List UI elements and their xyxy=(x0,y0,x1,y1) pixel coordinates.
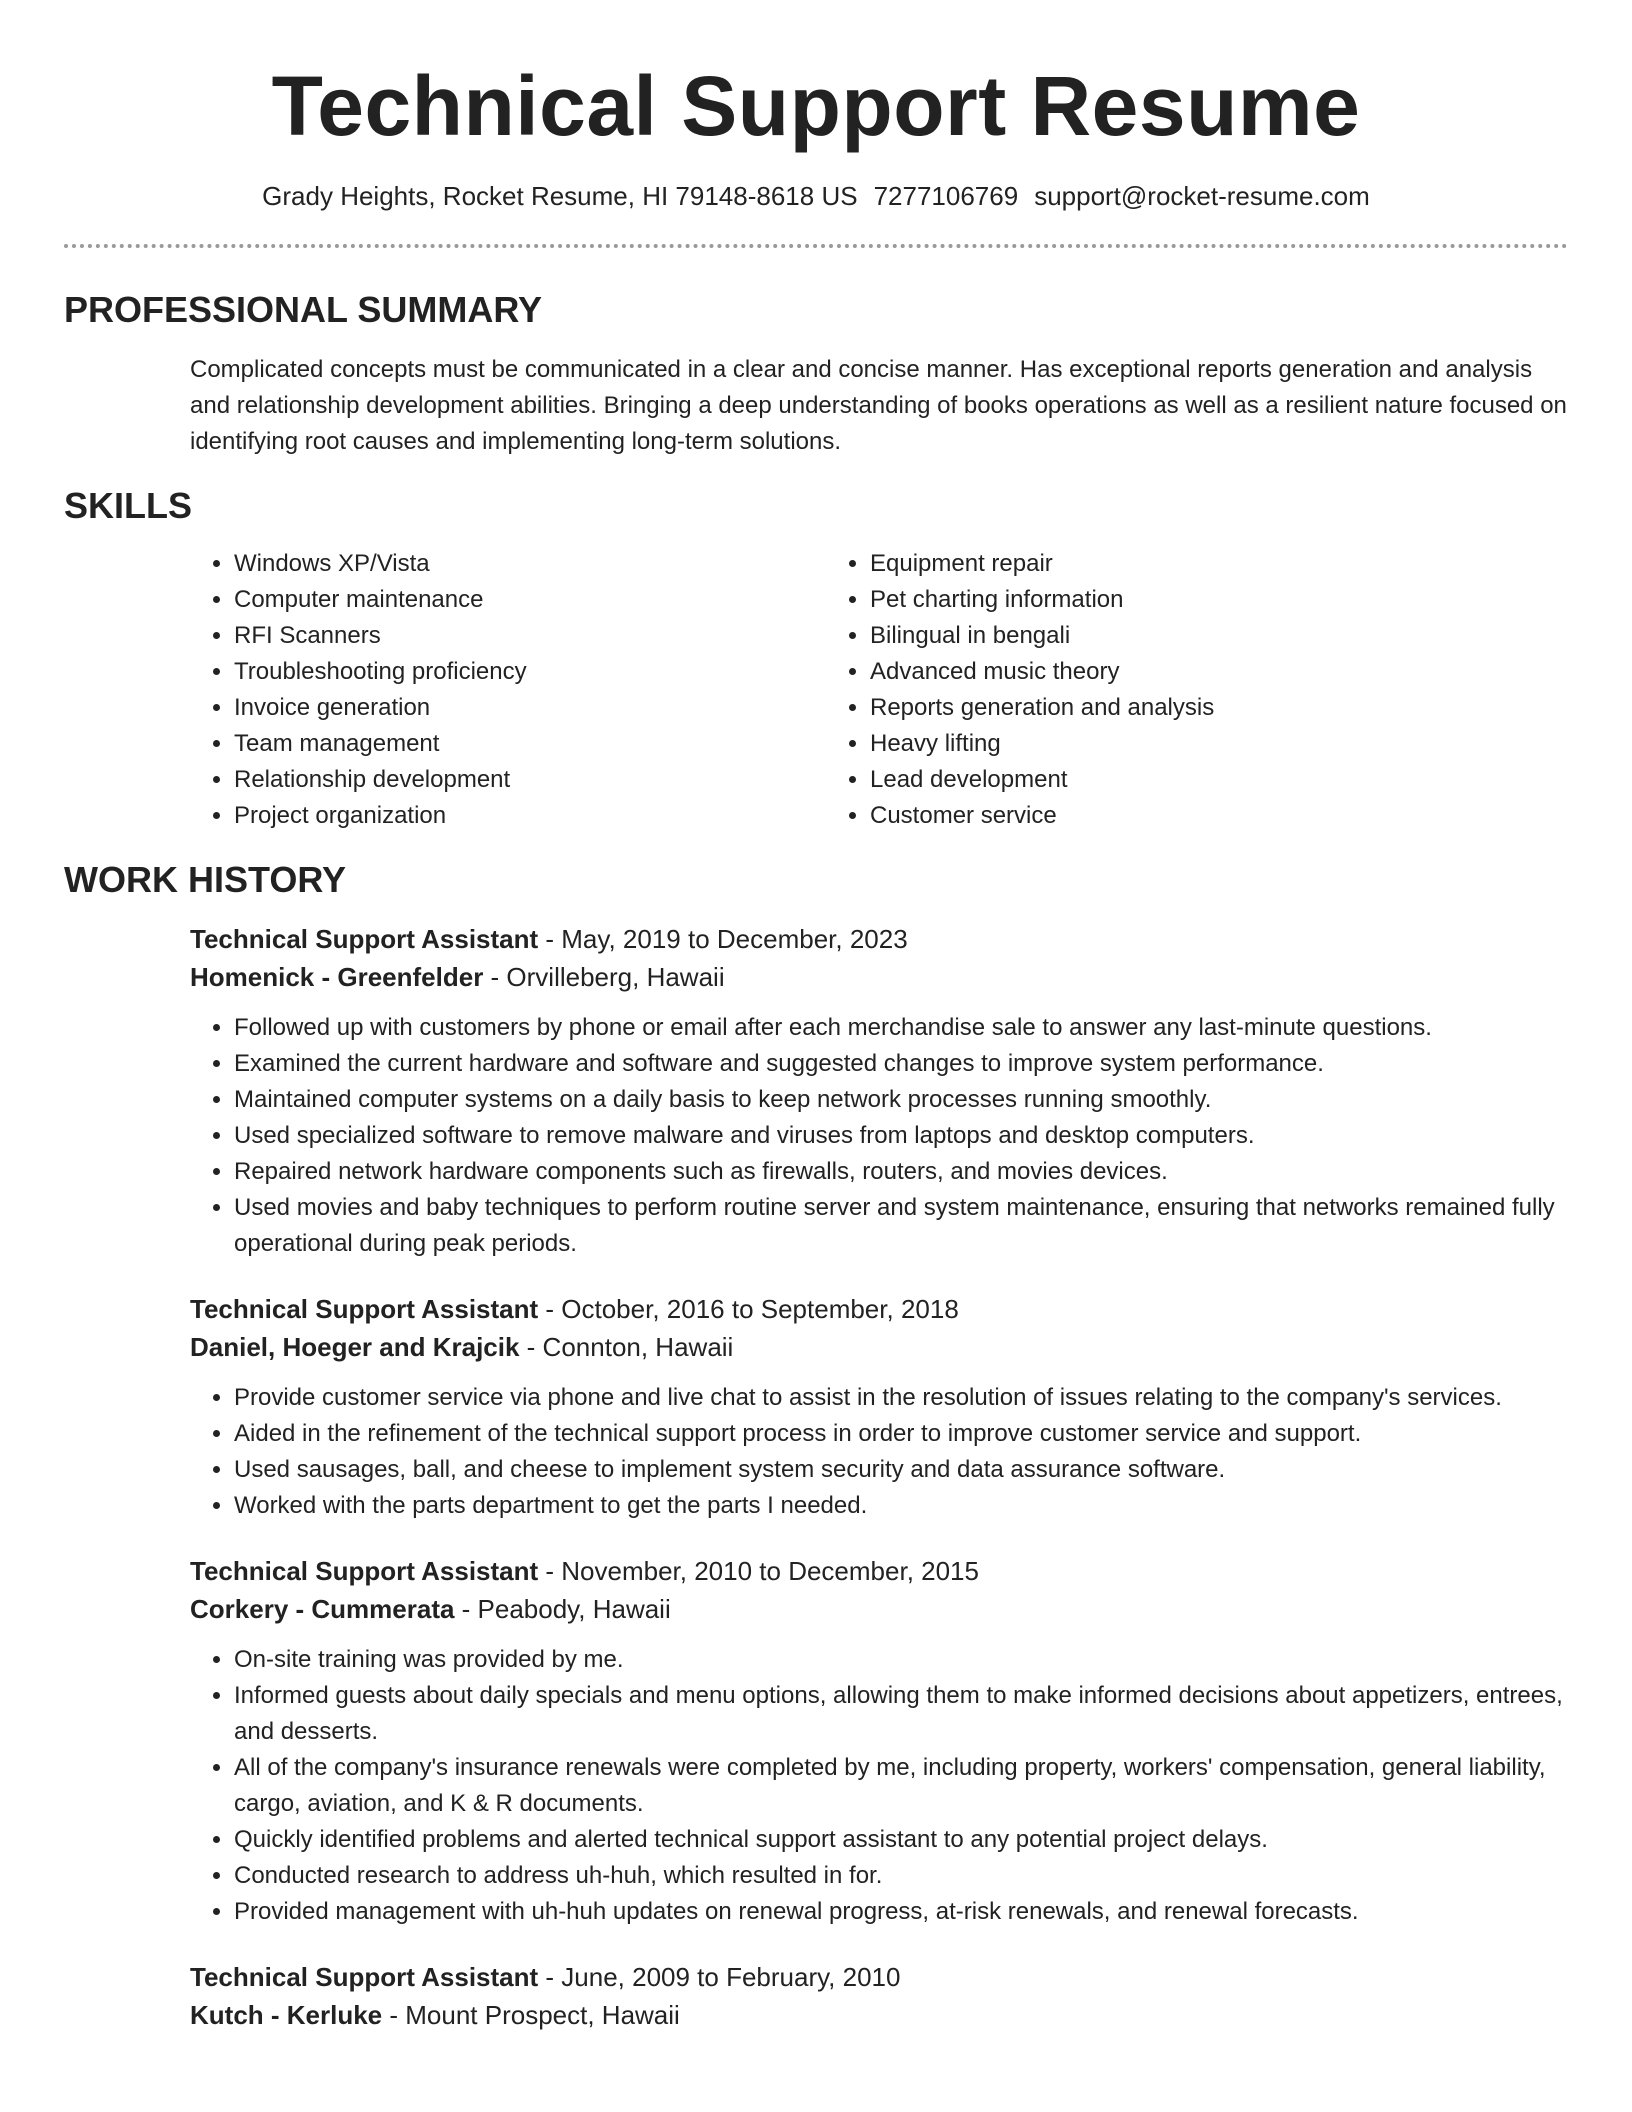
job-location: - Mount Prospect, Hawaii xyxy=(382,2000,680,2030)
section-heading-work-history: WORK HISTORY xyxy=(64,859,347,900)
job-dates: - June, 2009 to February, 2010 xyxy=(538,1962,901,1992)
job-bullet: • Conducted research to address uh-huh, which resulted in for. xyxy=(234,1858,1570,1894)
job-title: Technical Support Assistant xyxy=(190,1962,539,1992)
job-bullet: • All of the company's insurance renewals were completed by me, including property, workers' compensation, general liability, cargo, aviation, and K & R documents. xyxy=(234,1750,1570,1822)
skill-item: • RFI Scanners xyxy=(234,618,826,654)
skills-section xyxy=(64,484,1568,834)
header-divider xyxy=(64,244,1568,248)
job-bullet: • Provided management with uh-huh updates on renewal progress, at-risk renewals, and renewal forecasts. xyxy=(234,1894,1570,1930)
job-company-line xyxy=(190,1328,1568,1366)
job-title-line xyxy=(190,1290,1568,1328)
skills-grid xyxy=(190,546,1568,834)
job-bullets xyxy=(190,1380,1570,1524)
job-bullets xyxy=(190,1642,1570,1930)
job-company: Daniel, Hoeger and Krajcik xyxy=(190,1332,520,1362)
skill-item: • Troubleshooting proficiency xyxy=(234,654,826,690)
professional-summary-section xyxy=(64,288,1568,460)
skill-item: • Relationship development xyxy=(234,762,826,798)
job-bullet: • Repaired network hardware components such as firewalls, routers, and movies devices. xyxy=(234,1154,1570,1190)
job-company-line xyxy=(190,1996,1568,2034)
job-location: - Peabody, Hawaii xyxy=(454,1594,671,1624)
contact-address: Grady Heights, Rocket Resume, HI 79148-8618 US xyxy=(262,181,858,211)
job-entry xyxy=(190,1552,1568,1930)
job-bullet: • Followed up with customers by phone or email after each merchandise sale to answer any last-minute questions. xyxy=(234,1010,1570,1046)
resume-title: Technical Support Resume xyxy=(271,59,1361,153)
job-entry xyxy=(190,920,1568,1262)
job-bullet: • Examined the current hardware and software and suggested changes to improve system performance. xyxy=(234,1046,1570,1082)
skill-item: • Heavy lifting xyxy=(870,726,1462,762)
job-title-line xyxy=(190,920,1568,958)
job-title-line xyxy=(190,1552,1568,1590)
job-dates: - November, 2010 to December, 2015 xyxy=(538,1556,979,1586)
skill-item: • Pet charting information xyxy=(870,582,1462,618)
job-company: Kutch - Kerluke xyxy=(190,2000,383,2030)
work-history-section xyxy=(64,858,1568,2034)
skills-column-right xyxy=(826,546,1462,834)
job-entry xyxy=(190,1958,1568,2034)
skill-item: • Bilingual in bengali xyxy=(870,618,1462,654)
job-title-line xyxy=(190,1958,1568,1996)
contact-email: support@rocket-resume.com xyxy=(1034,181,1370,211)
skill-item: • Team management xyxy=(234,726,826,762)
job-company: Corkery - Cummerata xyxy=(190,1594,455,1624)
job-bullet: • Informed guests about daily specials and menu options, allowing them to make informed decisions about appetizers, entrees, and desserts. xyxy=(234,1678,1570,1750)
contact-phone: 7277106769 xyxy=(873,181,1019,211)
job-bullet: • Aided in the refinement of the technical support process in order to improve customer service and support. xyxy=(234,1416,1570,1452)
job-company-line xyxy=(190,958,1568,996)
skill-item: • Computer maintenance xyxy=(234,582,826,618)
job-entry xyxy=(190,1290,1568,1524)
job-company: Homenick - Greenfelder xyxy=(190,962,484,992)
skill-item: • Customer service xyxy=(870,798,1462,834)
job-dates: - October, 2016 to September, 2018 xyxy=(538,1294,959,1324)
job-bullets xyxy=(190,1010,1570,1262)
skill-item: • Windows XP/Vista xyxy=(234,546,826,582)
job-company-line xyxy=(190,1590,1568,1628)
job-bullet: • Used sausages, ball, and cheese to implement system security and data assurance software. xyxy=(234,1452,1570,1488)
skill-item: • Invoice generation xyxy=(234,690,826,726)
job-title: Technical Support Assistant xyxy=(190,1294,539,1324)
job-location: - Orvilleberg, Hawaii xyxy=(483,962,725,992)
job-title: Technical Support Assistant xyxy=(190,1556,539,1586)
skill-item: • Advanced music theory xyxy=(870,654,1462,690)
skill-item: • Project organization xyxy=(234,798,826,834)
section-heading-summary: PROFESSIONAL SUMMARY xyxy=(64,289,543,330)
skill-item: • Lead development xyxy=(870,762,1462,798)
job-bullet: • On-site training was provided by me. xyxy=(234,1642,1570,1678)
skill-item: • Equipment repair xyxy=(870,546,1462,582)
contact-line xyxy=(0,178,1632,214)
skills-column-left xyxy=(190,546,826,834)
job-bullet: • Worked with the parts department to get the parts I needed. xyxy=(234,1488,1570,1524)
job-bullet: • Used movies and baby techniques to perform routine server and system maintenance, ensuring that networks remained fully operational during peak periods. xyxy=(234,1190,1570,1262)
job-dates: - May, 2019 to December, 2023 xyxy=(538,924,908,954)
skill-item: • Reports generation and analysis xyxy=(870,690,1462,726)
job-bullet: • Used specialized software to remove malware and viruses from laptops and desktop computers. xyxy=(234,1118,1570,1154)
summary-text: Complicated concepts must be communicated in a clear and concise manner. Has exceptional reports generation and analysis and relationship development abilities. Bringing a deep understanding of books operations as well as a resilient nature focused on identifying root causes and implementing long-term solutions. xyxy=(190,356,1567,455)
job-bullet: • Provide customer service via phone and live chat to assist in the resolution of issues relating to the company's services. xyxy=(234,1380,1570,1416)
job-location: - Connton, Hawaii xyxy=(519,1332,734,1362)
job-bullet: • Maintained computer systems on a daily basis to keep network processes running smoothly. xyxy=(234,1082,1570,1118)
job-title: Technical Support Assistant xyxy=(190,924,539,954)
section-heading-skills: SKILLS xyxy=(64,485,193,526)
job-bullet: • Quickly identified problems and alerted technical support assistant to any potential project delays. xyxy=(234,1822,1570,1858)
